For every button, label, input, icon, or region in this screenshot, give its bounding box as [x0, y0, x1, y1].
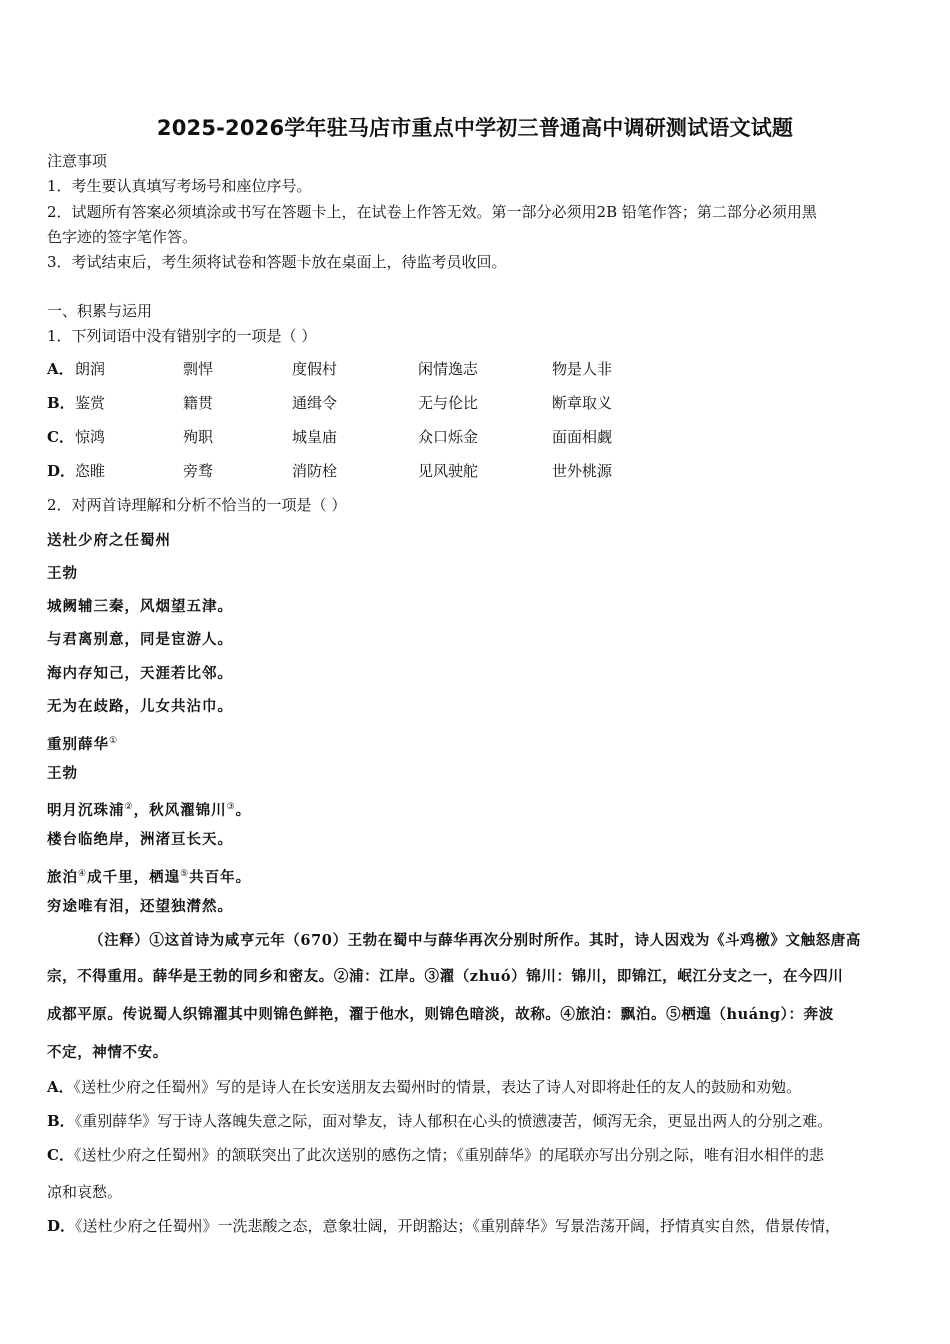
- poem-line: 穷途唯有泪，还望独潸然。: [47, 898, 233, 915]
- notice-item: 1．考生要认真填写考场号和座位序号。: [47, 177, 312, 195]
- option-word: 面面相觑: [552, 428, 613, 446]
- option-word: 闲情逸志: [418, 360, 479, 378]
- option-word: 消防栓: [292, 462, 338, 480]
- footnote-marker: ⑤: [180, 869, 190, 879]
- section-heading: 一、积累与运用: [47, 302, 153, 320]
- notice-item: 色字迹的签字笔作答。: [47, 228, 198, 246]
- option-word: 无与伦比: [418, 394, 479, 412]
- notice-heading: 注意事项: [47, 152, 108, 170]
- option-word: 见风驶舵: [418, 462, 479, 480]
- footnote-marker: ③: [226, 802, 236, 812]
- option-letter: A．: [47, 1078, 74, 1096]
- option-word: 世外桃源: [552, 462, 613, 480]
- option-letter: B．: [47, 394, 75, 412]
- annotation-line: （注释）①这首诗为咸亨元年（670）王勃在蜀中与薛华再次分别时所作。其时，诗人因戏为《斗鸡檄》文触怒唐高: [89, 932, 861, 949]
- option-word: 鉴赏: [75, 394, 106, 412]
- option-word: 城皇庙: [292, 428, 338, 446]
- footnote-marker: ②: [124, 802, 134, 812]
- notice-item: 2．试题所有答案必须填涂或书写在答题卡上，在试卷上作答无效。第一部分必须用2B 铅笔作答；第二部分必须用黑: [47, 203, 817, 221]
- annotation-line: 成都平原。传说蜀人织锦濯其中则锦色鲜艳，濯于他水，则锦色暗淡，故称。④旅泊：飘泊。⑤栖遑（huáng）：奔波: [47, 1006, 834, 1023]
- question-2-choice-b: B．《重别薛华》写于诗人落魄失意之际，面对挚友，诗人郁积在心头的愤懑凄苦，倾泻无余，更显出两人的分别之难。: [47, 1112, 833, 1130]
- poem-line: 海内存知己，天涯若比邻。: [47, 665, 233, 682]
- option-word: 众口烁金: [418, 428, 479, 446]
- footnote-marker: ④: [78, 869, 88, 879]
- question-2-choice-a: A．《送杜少府之任蜀州》写的是诗人在长安送朋友去蜀州时的情景，表达了诗人对即将赴任的友人的鼓励和劝勉。: [47, 1078, 802, 1096]
- poem-title: 重别薛华①: [47, 736, 119, 753]
- option-word: 通缉令: [292, 394, 338, 412]
- option-word: 恣睢: [75, 462, 106, 480]
- notice-item: 3．考试结束后，考生须将试卷和答题卡放在桌面上，待监考员收回。: [47, 253, 507, 271]
- poem-author: 王勃: [47, 765, 78, 782]
- option-word: 物是人非: [552, 360, 613, 378]
- poem-author: 王勃: [47, 565, 78, 582]
- poem-line: 与君离别意，同是宦游人。: [47, 631, 233, 648]
- annotation-line: 不定，神情不安。: [47, 1044, 168, 1061]
- option-letter: A．: [47, 360, 74, 378]
- poem-line: 明月沉珠浦②，秋风濯锦川③。: [47, 802, 252, 819]
- page-title: 2025-2026学年驻马店市重点中学初三普通高中调研测试语文试题: [156, 116, 794, 140]
- option-word: 旁骛: [183, 462, 214, 480]
- poem-line: 无为在歧路，儿女共沾巾。: [47, 698, 233, 715]
- question-2-stem: 2．对两首诗理解和分析不恰当的一项是（ ）: [47, 496, 347, 514]
- question-1-stem: 1．下列词语中没有错别字的一项是（ ）: [47, 327, 317, 345]
- option-letter: B．: [47, 1112, 75, 1130]
- poem-line: 城阙辅三秦，风烟望五津。: [47, 598, 233, 615]
- option-letter: D．: [47, 462, 76, 480]
- annotation-line: 宗，不得重用。薛华是王勃的同乡和密友。②浦：江岸。③濯（zhuó）锦川：锦川，即锦江，岷江分支之一，在今四川: [47, 968, 844, 985]
- option-letter: C．: [47, 1146, 74, 1164]
- question-2-choice-c-continued: 凉和哀愁。: [47, 1183, 123, 1201]
- option-letter: D．: [47, 1217, 76, 1235]
- option-letter: C．: [47, 428, 74, 446]
- poem-title: 送杜少府之任蜀州: [47, 532, 171, 549]
- option-word: 断章取义: [552, 394, 613, 412]
- footnote-marker: ①: [109, 736, 119, 746]
- poem-line: 楼台临绝岸，洲渚亘长天。: [47, 831, 233, 848]
- option-word: 度假村: [292, 360, 338, 378]
- option-word: 剽悍: [183, 360, 214, 378]
- option-word: 惊鸿: [75, 428, 106, 446]
- option-word: 籍贯: [183, 394, 214, 412]
- option-word: 朗润: [75, 360, 106, 378]
- question-2-choice-c: C．《送杜少府之任蜀州》的颔联突出了此次送别的感伤之情；《重别薛华》的尾联亦写出分别之际，唯有泪水相伴的悲: [47, 1146, 824, 1164]
- option-word: 殉职: [183, 428, 214, 446]
- poem-line: 旅泊④成千里，栖遑⑤共百年。: [47, 869, 252, 886]
- question-2-choice-d: D．《送杜少府之任蜀州》一洗悲酸之态，意象壮阔，开朗豁达；《重别薛华》写景浩荡开阔，抒情真实自然，借景传情，: [47, 1217, 841, 1235]
